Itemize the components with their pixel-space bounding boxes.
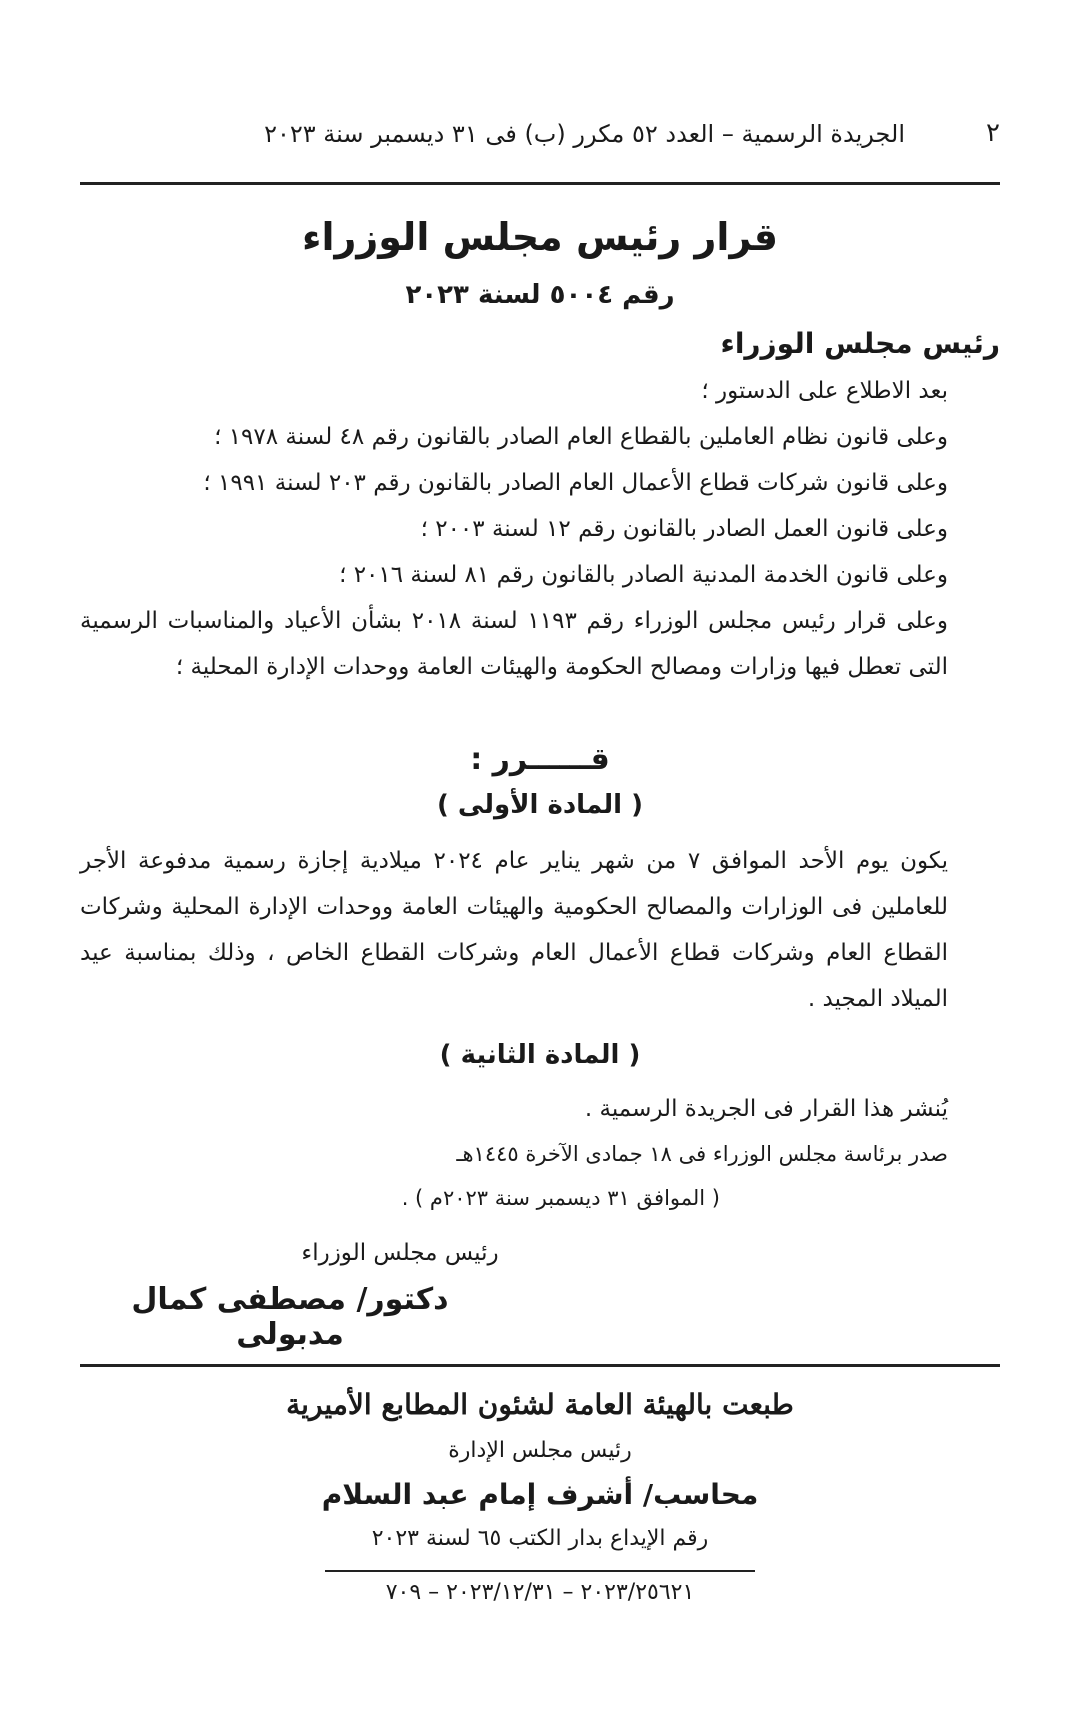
- running-head: الجريدة الرسمية – العدد ٥٢ مكرر (ب) فى ٣١ ديسمبر سنة ٢٠٢٣: [264, 120, 905, 148]
- decree-issuer: رئيس مجلس الوزراء: [720, 327, 1000, 360]
- preamble-item: بعد الاطلاع على الدستور ؛: [701, 378, 948, 404]
- signature-role: رئيس مجلس الوزراء: [301, 1240, 499, 1266]
- page-number: ٢: [986, 118, 1000, 148]
- preamble-item: وعلى قرار رئيس مجلس الوزراء رقم ١١٩٣ لسنة ٢٠١٨ بشأن الأعياد والمناسبات الرسمية التى تعطل فيها وزارات ومصالح الحكومة والهيئات العامة ووحدات الإدارة المحلية ؛: [80, 608, 948, 680]
- decided-heading: قــــــرر :: [470, 742, 610, 777]
- preamble: [80, 368, 1000, 690]
- footer-short-rule: [325, 1570, 755, 1572]
- footer-deposit: رقم الإيداع بدار الكتب ٦٥ لسنة ٢٠٢٣: [371, 1526, 709, 1551]
- decree-number: رقم ٥٠٠٤ لسنة ٢٠٢٣: [405, 280, 675, 310]
- footer-role: رئيس مجلس الإدارة: [448, 1438, 632, 1463]
- article-2-text: يُنشر هذا القرار فى الجريدة الرسمية .: [584, 1096, 948, 1122]
- header-rule: [80, 182, 1000, 185]
- signature-name: دكتور/ مصطفى كمال مدبولى: [131, 1282, 449, 1352]
- article-1-body: [80, 838, 1000, 1022]
- article-1-text: يكون يوم الأحد الموافق ٧ من شهر يناير عام ٢٠٢٤ ميلادية إجازة رسمية مدفوعة الأجر للعاملين فى الوزارات والمصالح الحكومية والهيئات العامة ووحدات الإدارة المحلية وشركات القطاع العام وشركات قطاع الأعمال العام وشركات القطاع الخاص ، وذلك بمناسبة عيد الميلاد المجيد .: [80, 848, 948, 1012]
- footer-code: ٢٠٢٣/٢٥٦٢١ – ٢٠٢٣/١٢/٣١ – ٧٠٩: [385, 1580, 695, 1605]
- issued-date-hijri: صدر برئاسة مجلس الوزراء فى ١٨ جمادى الآخرة ١٤٤٥هـ: [456, 1142, 948, 1166]
- footer-rule: [80, 1364, 1000, 1367]
- footer-printer: طبعت بالهيئة العامة لشئون المطابع الأميرية: [286, 1388, 794, 1421]
- preamble-item: وعلى قانون الخدمة المدنية الصادر بالقانون رقم ٨١ لسنة ٢٠١٦ ؛: [339, 562, 948, 588]
- issued-date-gregorian: ( الموافق ٣١ ديسمبر سنة ٢٠٢٣م ) .: [401, 1186, 720, 1210]
- preamble-item: وعلى قانون العمل الصادر بالقانون رقم ١٢ لسنة ٢٠٠٣ ؛: [420, 516, 948, 542]
- footer-name: محاسب/ أشرف إمام عبد السلام: [321, 1478, 759, 1511]
- preamble-item: وعلى قانون شركات قطاع الأعمال العام الصادر بالقانون رقم ٢٠٣ لسنة ١٩٩١ ؛: [203, 470, 948, 496]
- page-header: [80, 118, 1000, 158]
- article-1-title: ( المادة الأولى ): [437, 790, 643, 820]
- article-2-body: [80, 1086, 1000, 1220]
- article-2-title: ( المادة الثانية ): [439, 1040, 641, 1070]
- decree-title: قرار رئيس مجلس الوزراء: [302, 215, 778, 259]
- preamble-item: وعلى قانون نظام العاملين بالقطاع العام الصادر بالقانون رقم ٤٨ لسنة ١٩٧٨ ؛: [214, 424, 948, 450]
